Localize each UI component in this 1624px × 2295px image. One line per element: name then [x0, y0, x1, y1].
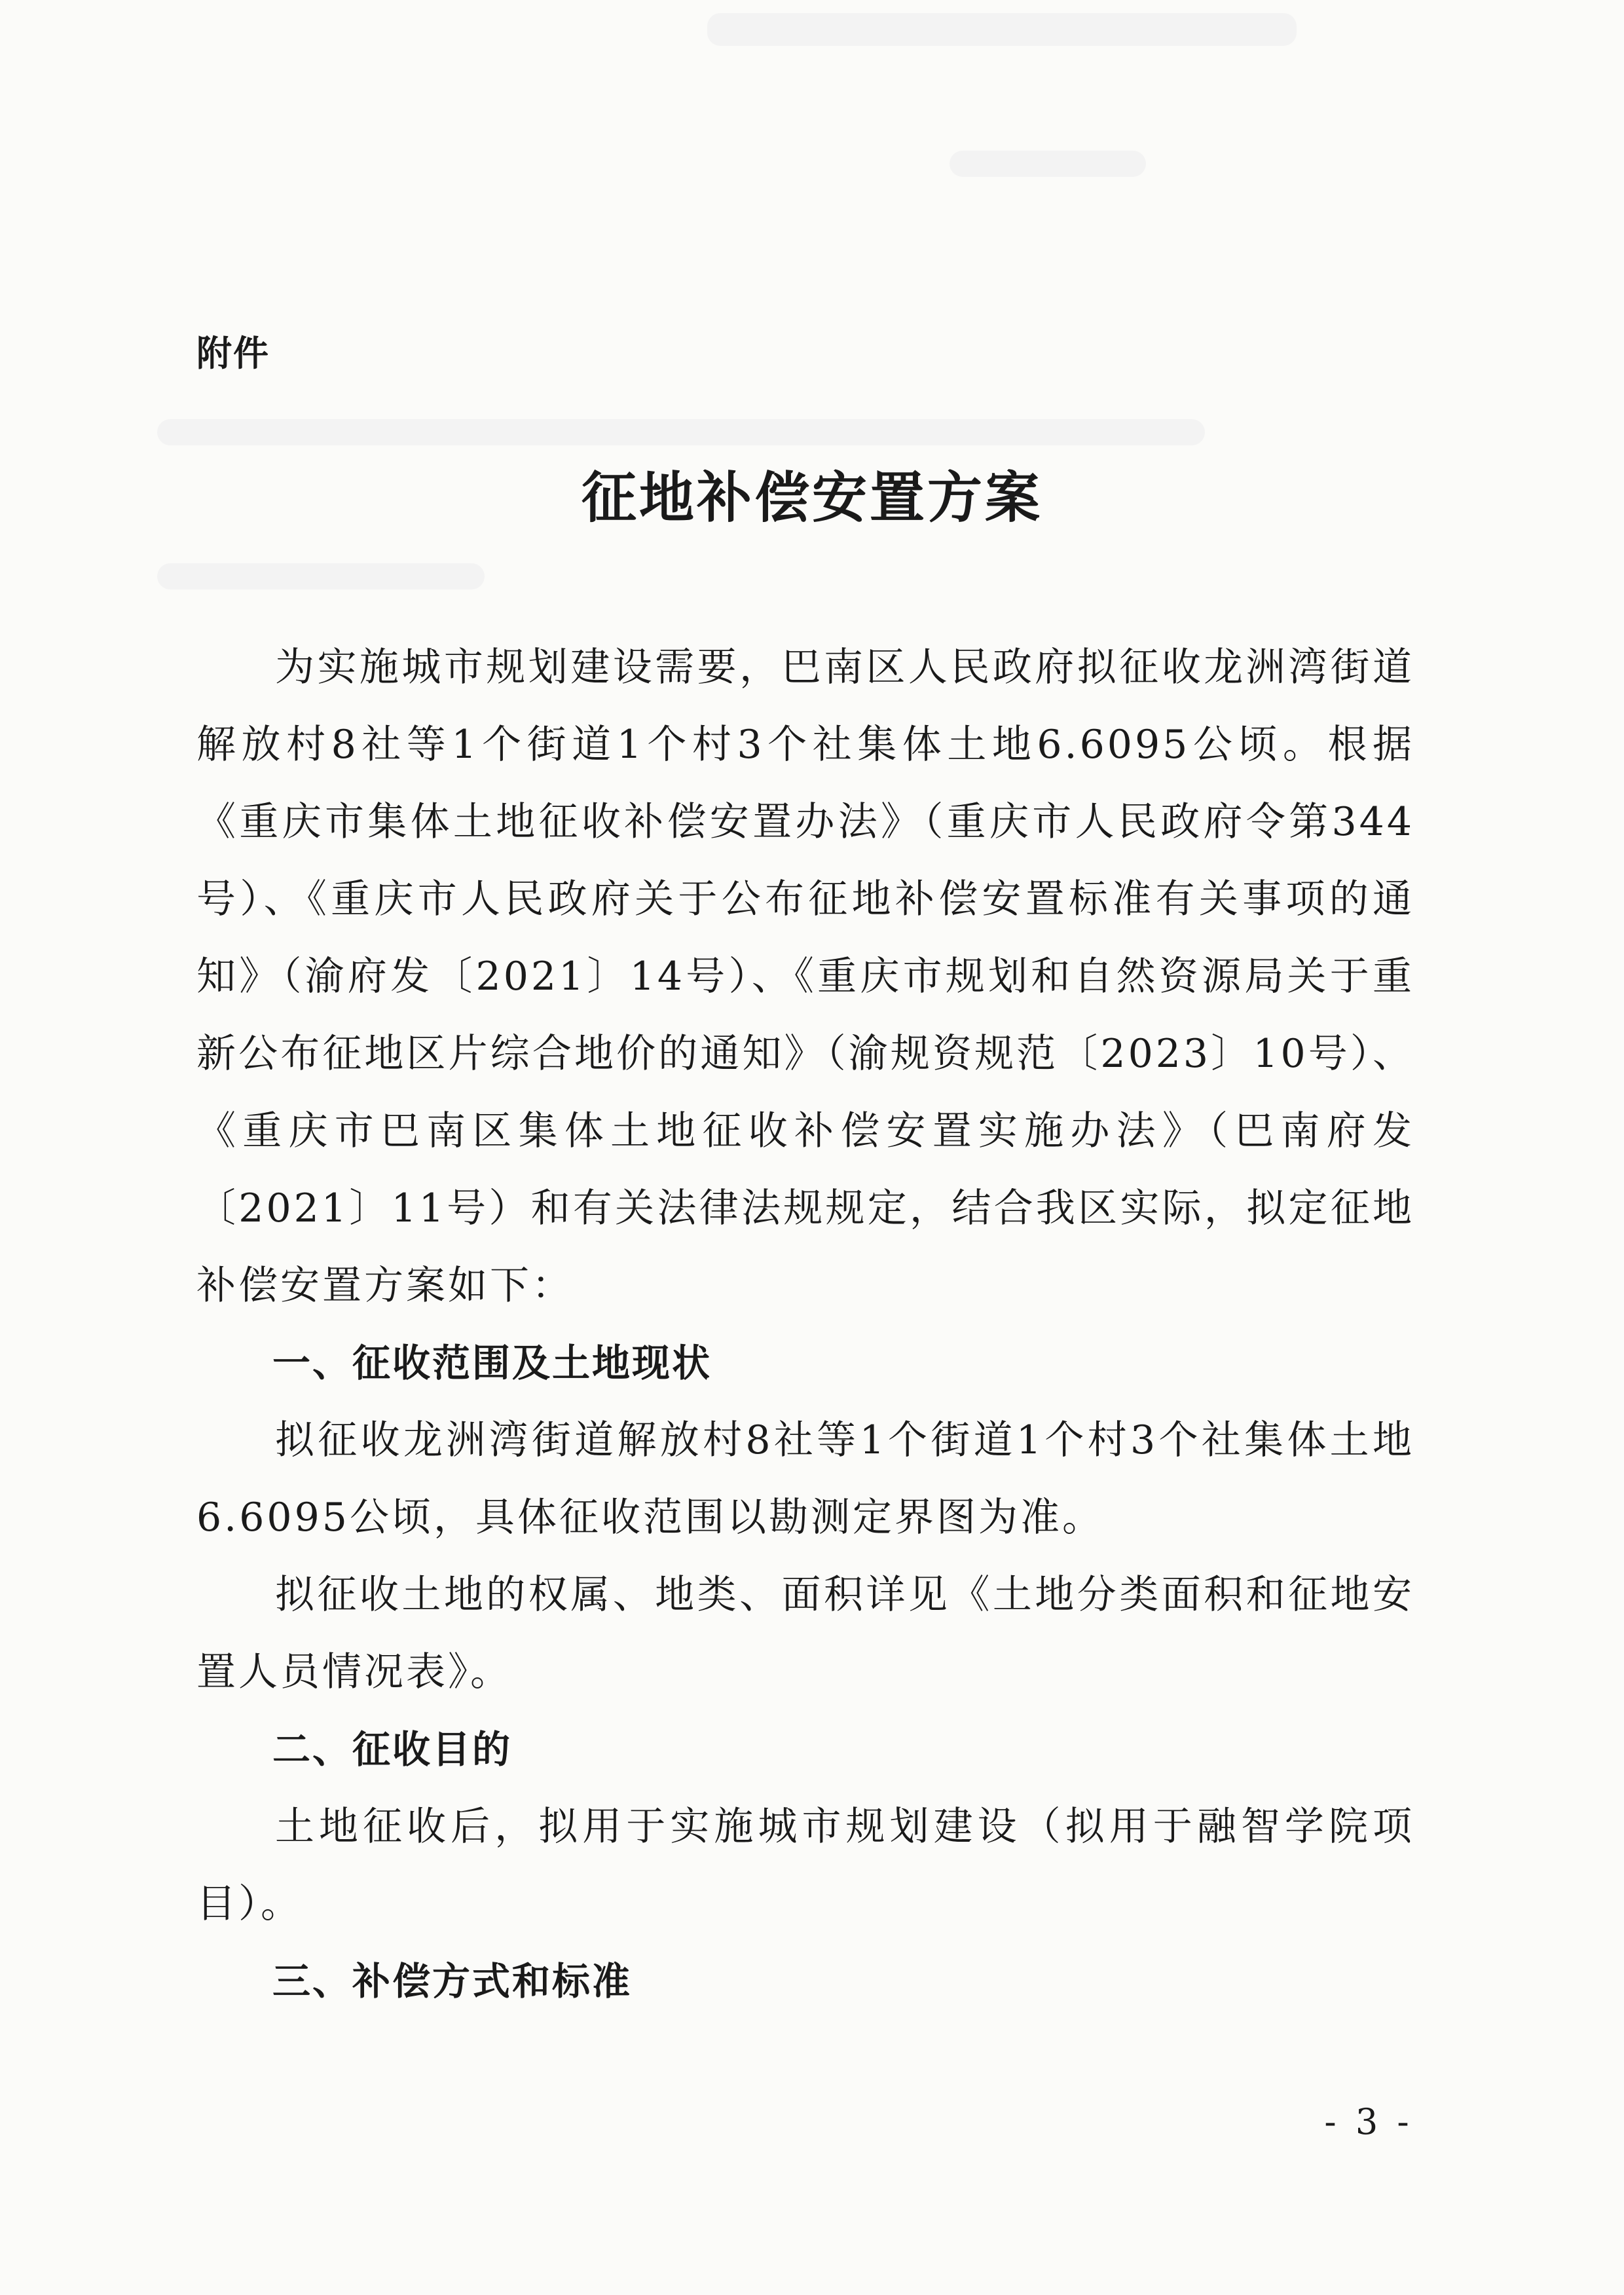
section-1-paragraph-2: 拟征收土地的权属、地类、面积详见《土地分类面积和征地安置人员情况表》。: [196, 1572, 1414, 1695]
bleed-through-mark: [950, 151, 1146, 177]
section-1-paragraph-1: 拟征收龙洲湾街道解放村8社等1个街道1个村3个社集体土地6.6095公顷，具体征收范围以勘测定界图为准。: [196, 1417, 1414, 1540]
bleed-through-mark: [157, 563, 485, 589]
section-2-paragraph-1: 土地征收后，拟用于实施城市规划建设（拟用于融智学院项目）。: [196, 1804, 1414, 1927]
intro-paragraph: 为实施城市规划建设需要，巴南区人民政府拟征收龙洲湾街道解放村8社等1个街道1个村3个社集体土地6.6095公顷。根据《重庆市集体土地征收补偿安置办法》（重庆市人民政府令第344号）、《重庆市人民政府关于公布征地补偿安置标准有关事项的通知》（渝府发〔2021〕14号）、《重庆市规划和自然资源局关于重新公布征地区片综合地价的通知》（渝规资规范〔2023〕10号）、《重庆市巴南区集体土地征收补偿安置实施办法》（巴南府发〔2021〕11号）和有关法律法规规定，结合我区实际，拟定征地补偿安置方案如下：: [196, 644, 1414, 1309]
document-body: [196, 629, 1414, 2020]
section-heading-2: 二、征收目的: [272, 1727, 513, 1772]
bleed-through-mark: [707, 13, 1297, 46]
section-heading-1: 一、征收范围及土地现状: [272, 1341, 712, 1385]
page-number: - 3 -: [1324, 2101, 1413, 2142]
section-heading-3: 三、补偿方式和标准: [272, 1959, 633, 2004]
bleed-through-mark: [157, 419, 1205, 445]
attachment-label: 附件: [196, 333, 270, 374]
document-title: 征地补偿安置方案: [581, 465, 1043, 530]
